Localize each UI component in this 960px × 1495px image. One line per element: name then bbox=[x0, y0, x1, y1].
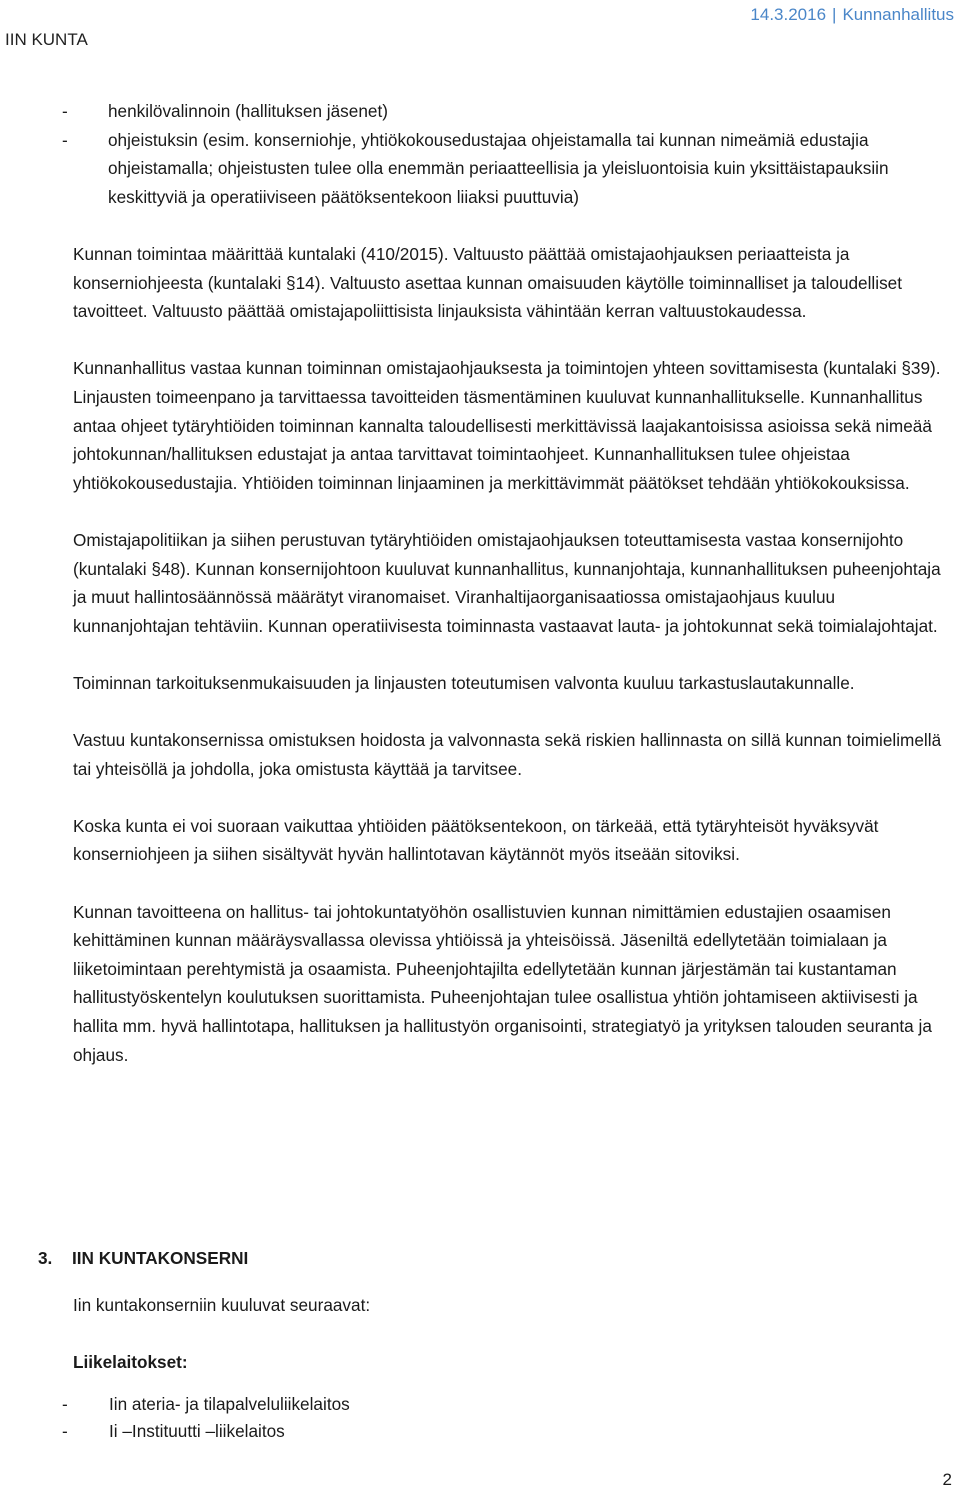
section-subheading: Liikelaitokset: bbox=[73, 1352, 188, 1373]
list-item: - henkilövalinnoin (hallituksen jäsenet) bbox=[73, 97, 953, 126]
section-number: 3. bbox=[38, 1248, 53, 1268]
list-item: - Iin ateria- ja tilapalveluliikelaitos bbox=[73, 1391, 953, 1418]
section-intro: Iin kuntakonserniin kuuluvat seuraavat: bbox=[73, 1295, 371, 1315]
header-separator: | bbox=[832, 5, 837, 24]
header-meta bbox=[750, 5, 954, 25]
section-body bbox=[73, 1291, 953, 1445]
paragraph-tytaryhteisot: Koska kunta ei voi suoraan vaikuttaa yhtiöiden päätöksentekoon, on tärkeää, että tytäryhteisöt hyväksyvät konserniohjeen ja siihen sisältyvät hyvän hallintotavan käytännöt myös itseään sitoviksi. bbox=[73, 815, 879, 865]
paragraph-vastuu: Vastuu kuntakonsernissa omistuksen hoidosta ja valvonnasta sekä riskien hallinnasta on sillä kunnan toimielimellä tai yhteisöllä ja johdolla, joka omistusta käyttää ja tarvitsee. bbox=[73, 730, 942, 779]
paragraph-kuntalaki: Kunnan toimintaa määrittää kuntalaki (410/2015). Valtuusto päättää omistajaohjauksen periaatteista ja konserniohjeesta (kuntalaki §14). Valtuusto asettaa kunnan omaisuuden käytölle toiminnalliset ja taloudelliset tavoitteet. Valtuusto päättää omistajapoliittisista linjauksista vähintään kerran valtuustokaudessa. bbox=[73, 243, 903, 322]
page-number: 2 bbox=[942, 1470, 952, 1489]
header-organization: IIN KUNTA bbox=[5, 30, 88, 49]
top-bullet-list bbox=[73, 97, 953, 211]
section-heading bbox=[38, 1248, 248, 1269]
list-item: - ohjeistuksin (esim. konserniohje, yhtiökokousedustajaa ohjeistamalla tai kunnan nimeämiä edustajia ohjeistamalla; ohjeistusten tulee olla enemmän periaatteellisia ja yleisluontoisia kuin yksittäistapauksiin keskittyviä ja operatiiviseen päätöksentekoon liiaksi puuttuvia) bbox=[73, 126, 953, 212]
paragraph-tarkastus: Toiminnan tarkoituksenmukaisuuden ja linjausten toteutumisen valvonta kuuluu tarkastuslautakunnalle. bbox=[73, 672, 855, 693]
list-item: - Ii –Instituutti –liikelaitos bbox=[73, 1418, 953, 1445]
enterprise-list bbox=[73, 1391, 953, 1445]
document-body bbox=[73, 97, 953, 1098]
paragraph-kunnanhallitus: Kunnanhallitus vastaa kunnan toiminnan omistajaohjauksesta ja toimintojen yhteen sovittamisesta (kuntalaki §39). Linjausten toimeenpano ja tarvittaessa tavoitteiden täsmentäminen kuuluvat kunnanhallitukselle. Kunnanhallitus antaa ohjeet tytäryhtiöiden toiminnan kannalta taloudellisesti merkittävissä laajakantoisissa asioissa sekä nimeää johtokunnan/hallituksen edustajat ja antaa tarvittavat toimintaohjeet. Kunnanhallituksen tulee ohjeistaa yhtiökokousedustajia. Yhtiöiden toiminnan linjaaminen ja merkittävimmät päätökset tehdään yhtiökokouksissa. bbox=[73, 358, 941, 493]
header-date: 14.3.2016 bbox=[750, 5, 827, 24]
header-section: Kunnanhallitus bbox=[842, 5, 954, 24]
paragraph-tavoite: Kunnan tavoitteena on hallitus- tai johtokuntatyöhön osallistuvien kunnan nimittämien edustajien osaamisen kehittäminen kunnan määräysvallassa olevissa yhtiöissä ja yhteisöissä. Jäseniltä edellytetään toimialaan ja liiketoimintaan perehtymistä ja osaamista. Puheenjohtajilta edellytetään kunnan järjestämän tai kustantaman hallitustyöskentelyn koulutuksen suorittamista. Puheenjohtajan tulee osallistua yhtiön johtamiseen aktiivisesti ja hallita mm. hyvä hallintotapa, hallituksen ja hallitustyön organisointi, strategiatyö ja yrityksen talouden seuranta ja ohjaus. bbox=[73, 901, 932, 1065]
section-title: IIN KUNTAKONSERNI bbox=[72, 1248, 249, 1268]
paragraph-konsernijohto: Omistajapolitiikan ja siihen perustuvan tytäryhtiöiden omistajaohjauksen toteuttamisesta vastaa konsernijohto (kuntalaki §48). Kunnan konsernijohtoon kuuluvat kunnanhallitus, kunnanjohtaja, kunnanhallituksen puheenjohtaja ja muut hallintosäännössä määrätyt viranomaiset. Viranhaltijaorganisaatiossa omistajaohjaus kuuluu kunnanjohtajan tehtäviin. Kunnan operatiivisesta toiminnasta vastaavat lauta- ja johtokunnat sekä toimialajohtajat. bbox=[73, 529, 941, 636]
